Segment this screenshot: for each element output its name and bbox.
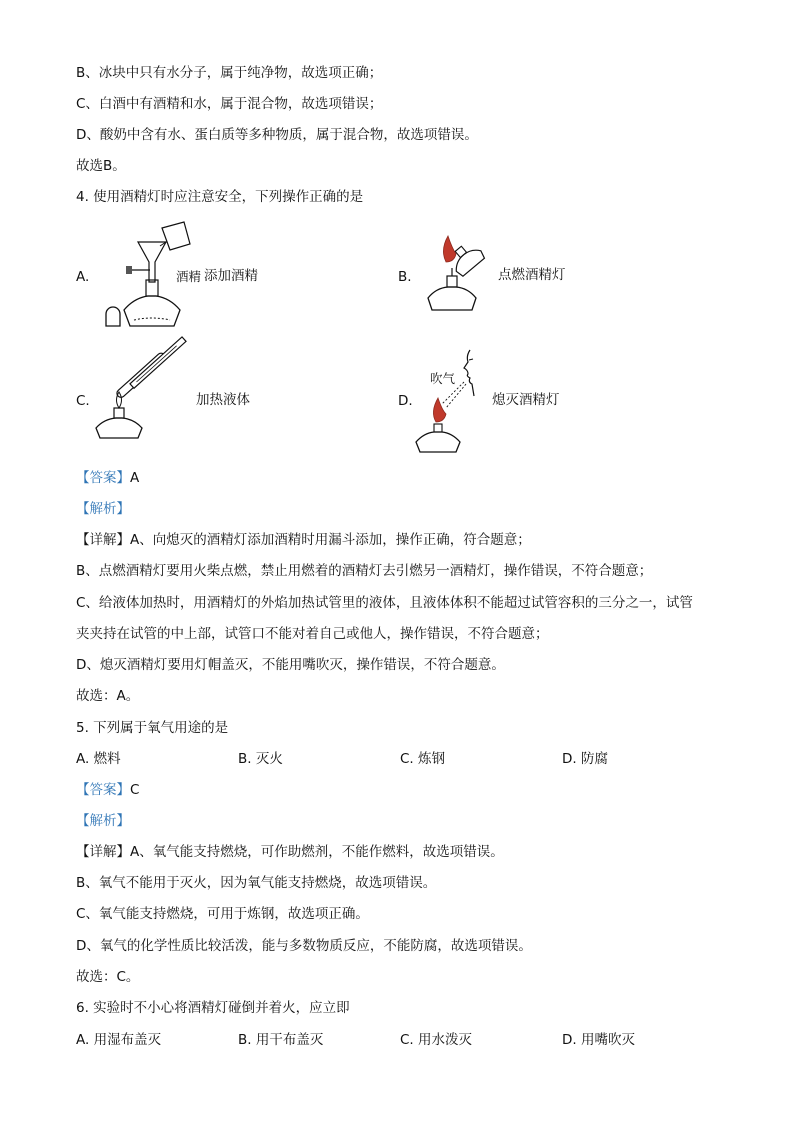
prev-explanation-line: D、酸奶中含有水、蛋白质等多种物质，属于混合物，故选项错误。 — [76, 127, 478, 143]
heating-test-tube-icon — [92, 356, 202, 446]
q5-option-a[interactable]: A. 燃料 — [76, 751, 121, 767]
option-label: 点燃酒精灯 — [498, 267, 566, 283]
blowing-lamp-icon — [422, 346, 502, 456]
q6-option-c[interactable]: C. 用水泼灭 — [400, 1032, 473, 1048]
fig-blow-text: 吹气 — [430, 371, 456, 386]
q4-analysis-tag: 【解析】 — [76, 501, 130, 517]
prev-explanation-line: B、冰块中只有水分子，属于纯净物，故选项正确； — [76, 65, 383, 81]
answer-tag: 【答案】 — [76, 782, 130, 798]
q4-answer — [76, 469, 139, 487]
answer-tag: 【答案】 — [76, 470, 130, 486]
q6-option-b[interactable]: B. 用干布盖灭 — [238, 1032, 324, 1048]
q5-detail-line: C、氧气能支持燃烧，可用于炼钢，故选项正确。 — [76, 906, 369, 922]
lighting-alcohol-lamp-icon — [422, 232, 502, 322]
option-label: 熄灭酒精灯 — [492, 392, 560, 408]
q5-option-c[interactable]: C. 炼钢 — [400, 751, 446, 767]
q4-detail-line: B、点燃酒精灯要用火柴点燃，禁止用燃着的酒精灯去引燃另一酒精灯，操作错误，不符合题意； — [76, 563, 653, 579]
option-label: 添加酒精 — [204, 268, 258, 284]
option-letter: B. — [398, 269, 412, 285]
q5-detail-line: D、氧气的化学性质比较活泼，能与多数物质反应，不能防腐，故选项错误。 — [76, 938, 532, 954]
q5-analysis-tag: 【解析】 — [76, 813, 130, 829]
flame-icon — [443, 236, 456, 262]
fig-alcohol-text: 酒精 — [176, 269, 202, 284]
q5-answer — [76, 781, 139, 799]
detail-tag: 【详解】 — [76, 532, 130, 548]
q4-option-b[interactable] — [398, 232, 638, 322]
q4-detail-line: D、熄灭酒精灯要用灯帽盖灭，不能用嘴吹灭，操作错误，不符合题意。 — [76, 657, 505, 673]
q4-option-d[interactable] — [398, 346, 638, 456]
detail-text: A、向熄灭的酒精灯添加酒精时用漏斗添加，操作正确，符合题意； — [130, 532, 531, 548]
prev-explanation-line: 故选B。 — [76, 158, 126, 174]
answer-value: C — [130, 782, 140, 798]
flame-icon — [433, 398, 446, 422]
q5-stem: 5. 下列属于氧气用途的是 — [76, 720, 229, 736]
option-letter: D. — [398, 393, 413, 409]
q5-detail-line — [76, 843, 504, 861]
q6-option-d[interactable]: D. 用嘴吹灭 — [562, 1032, 635, 1048]
q5-detail-line: B、氧气不能用于灭火，因为氧气能支持燃烧，故选项错误。 — [76, 875, 437, 891]
option-letter: A. — [76, 269, 90, 285]
prev-explanation-line: C、白酒中有酒精和水，属于混合物，故选项错误； — [76, 96, 383, 112]
q5-option-b[interactable]: B. 灭火 — [238, 751, 283, 767]
detail-tag: 【详解】 — [76, 844, 130, 860]
q5-detail-line: 故选：C。 — [76, 969, 140, 985]
q4-detail-line — [76, 531, 531, 549]
q6-options — [76, 1031, 716, 1049]
q4-stem: 4. 使用酒精灯时应注意安全，下列操作正确的是 — [76, 189, 364, 205]
option-letter: C. — [76, 393, 90, 409]
q6-option-a[interactable]: A. 用湿布盖灭 — [76, 1032, 162, 1048]
q5-option-d[interactable]: D. 防腐 — [562, 751, 608, 767]
q6-stem: 6. 实验时不小心将酒精灯碰倒并着火，应立即 — [76, 1000, 350, 1016]
q5-options — [76, 750, 716, 768]
q4-detail-line: C、给液体加热时，用酒精灯的外焰加热试管里的液体，且液体体积不能超过试管容积的三分之一，试管 — [76, 595, 693, 611]
answer-value: A — [130, 470, 140, 486]
q4-option-a[interactable] — [76, 222, 316, 332]
detail-text: A、氧气能支持燃烧，可作助燃剂，不能作燃料，故选项错误。 — [130, 844, 504, 860]
q4-detail-line: 夹夹持在试管的中上部，试管口不能对着自己或他人，操作错误，不符合题意； — [76, 626, 549, 642]
q4-detail-line: 故选：A。 — [76, 688, 140, 704]
option-label: 加热液体 — [196, 392, 250, 408]
q4-option-c[interactable] — [76, 356, 316, 446]
